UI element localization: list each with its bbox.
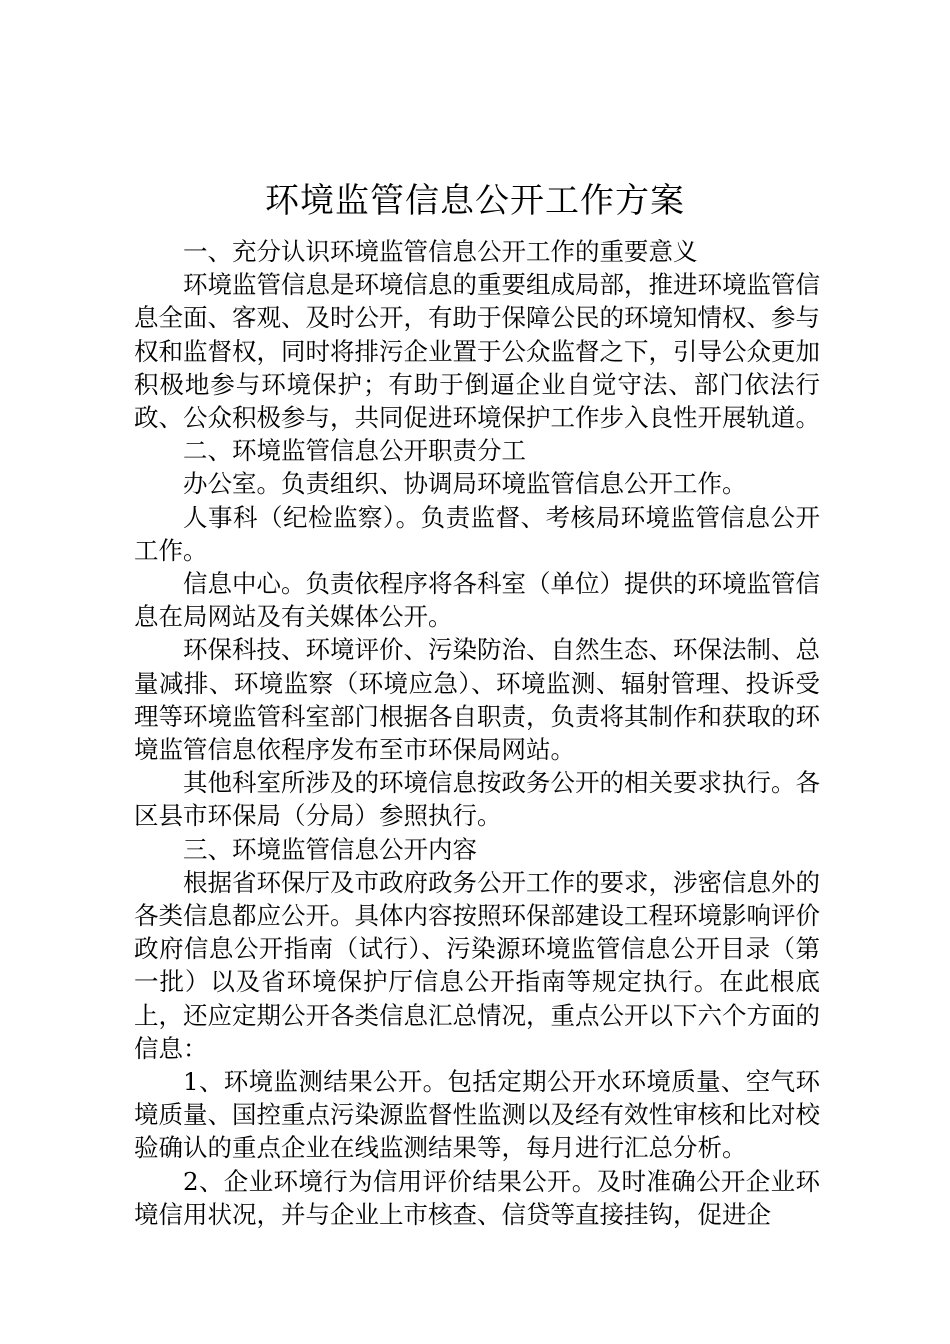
paragraph-significance: 环境监管信息是环境信息的重要组成局部，推进环境监管信息全面、客观、及时公开，有助于保障公民的环境知情权、参与权和监督权，同时将排污企业置于公众监督之下，引导公众更加积极地参与环境保护；有助于倒逼企业自觉守法、部门依法行政、公众积极参与，共同促进环境保护工作步入良性开展轨道。 [134,270,820,433]
paragraph-personnel: 人事科（纪检监察）。负责监督、考核局环境监管信息公开工作。 [134,502,820,565]
list-item-1: 1、环境监测结果公开。包括定期公开水环境质量、空气环境质量、国控重点污染源监督性监测以及经有效性审核和比对校验确认的重点企业在线监测结果等，每月进行汇总分析。 [134,1067,820,1163]
paragraph-departments: 环保科技、环境评价、污染防治、自然生态、环保法制、总量减排、环境监察（环境应急）、环境监测、辐射管理、投诉受理等环境监管科室部门根据各自职责，负责将其制作和获取的环境监管信息依程序发布至市环保局网站。 [134,635,820,765]
section-heading-1: 一、充分认识环境监管信息公开工作的重要意义 [183,237,698,266]
paragraph-content: 根据省环保厅及市政府政务公开工作的要求，涉密信息外的各类信息都应公开。具体内容按照环保部建设工程环境影响评价政府信息公开指南（试行）、污染源环境监管信息公开目录（第一批）以及省环境保护厅信息公开指南等规定执行。在此根底上，还应定期公开各类信息汇总情况，重点公开以下六个方面的信息： [134,867,820,1063]
paragraph-other-offices: 其他科室所涉及的环境信息按政务公开的相关要求执行。各区县市环保局（分局）参照执行。 [134,768,820,831]
paragraph-office: 办公室。负责组织、协调局环境监管信息公开工作。 [183,469,747,499]
list-item-2: 2、企业环境行为信用评价结果公开。及时准确公开企业环境信用状况，并与企业上市核查、信贷等直接挂钩，促进企 [134,1166,820,1229]
paragraph-info-center: 信息中心。负责依程序将各科室（单位）提供的环境监管信息在局网站及有关媒体公开。 [134,569,820,632]
section-heading-3: 三、环境监管信息公开内容 [183,834,477,864]
document-title: 环境监管信息公开工作方案 [265,181,685,221]
section-heading-2: 二、环境监管信息公开职责分工 [183,436,526,466]
document-body [134,235,820,1231]
